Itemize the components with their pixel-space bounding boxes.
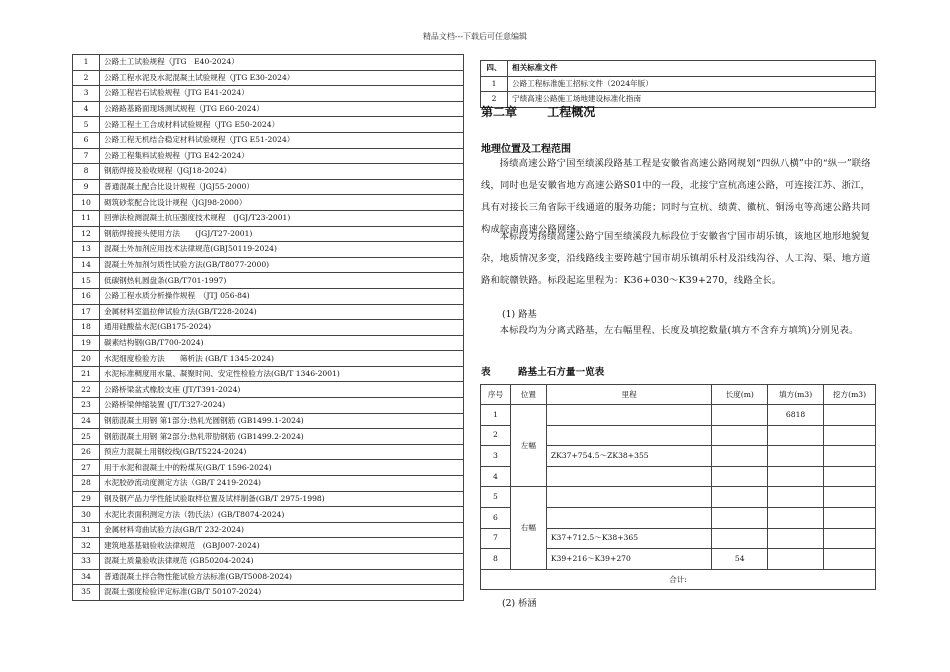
row-number: 25 [73, 429, 100, 445]
standard-name: 公路路基路面现场测试规程（JTG E60-2024） [100, 101, 464, 117]
row-number: 35 [73, 585, 100, 601]
row-number: 29 [73, 491, 100, 507]
fill-cell [768, 487, 824, 508]
table-row [73, 507, 464, 523]
standard-name: 低碳钢热轧圆盘条(GB/T701-1997) [100, 273, 464, 289]
standard-name: 用于水泥和混凝土中的粉煤灰(GB/T 1596-2024) [100, 460, 464, 476]
position-left: 左幅 [510, 405, 546, 487]
row-number: 20 [73, 351, 100, 367]
row-number: 7 [481, 528, 511, 549]
row-number: 16 [73, 288, 100, 304]
table-row [73, 476, 464, 492]
standard-name: 公路土工试验规程（JTG E40-2024） [100, 55, 464, 71]
row-number: 19 [73, 335, 100, 351]
row-number: 32 [73, 538, 100, 554]
section-heading: 相关标准文件 [508, 61, 876, 77]
standards-table [72, 54, 464, 601]
row-number: 26 [73, 444, 100, 460]
row-number: 22 [73, 382, 100, 398]
header-cell: 长度(m) [712, 385, 768, 405]
table-row [73, 179, 464, 195]
standard-name: 钢及钢产品力学性能试验取样位置及试样制备(GB/T 2975-1998) [100, 491, 464, 507]
standard-name: 建筑地基基础验收法律规范 (GBJ007-2024) [100, 538, 464, 554]
standard-name: 混凝土强度检验评定标准(GB/T 50107-2024) [100, 585, 464, 601]
row-number: 3 [481, 446, 511, 467]
standard-name: 钢筋焊接接头使用方法 (JGJ/T27-2001) [100, 226, 464, 242]
row-number: 10 [73, 195, 100, 211]
row-number: 12 [73, 226, 100, 242]
standard-name: 水泥标准稠度用水量、凝聚时间、安定性检验方法(GB/T 1346-2001) [100, 366, 464, 382]
standard-name: 普通混凝土配合比设计规程（JGJ55-2000） [100, 179, 464, 195]
table-row [73, 398, 464, 414]
table-row [481, 405, 876, 426]
standard-name: 水泥胶砂流动度测定方法（GB/T 2419-2024) [100, 476, 464, 492]
subgrade-heading: (1) 路基 [502, 309, 537, 320]
header-cell: 填方(m3) [768, 385, 824, 405]
table-row [481, 487, 876, 508]
header-cell: 里程 [546, 385, 712, 405]
cut-cell [824, 425, 876, 446]
mileage-cell [546, 507, 712, 528]
standard-name: 公路工程水泥及水泥混凝土试验规程（JTG E30-2024） [100, 70, 464, 86]
header-cell: 位置 [510, 385, 546, 405]
table-row [73, 257, 464, 273]
standard-name: 水泥比表面积测定方法（勃氏法）(GB/T8074-2024) [100, 507, 464, 523]
chapter-title: 工程概况 [547, 105, 596, 119]
mileage-cell: ZK37+754.5～ZK38+355 [546, 446, 712, 467]
header-cell: 挖方(m3) [824, 385, 876, 405]
standard-name: 回弹法检测混凝土抗压强度技术规程 (JGJ/T23-2001) [100, 210, 464, 226]
table-row [73, 335, 464, 351]
table-row [73, 101, 464, 117]
paragraph-section-scope: 本标段为扬绩高速公路宁国至绩溪段九标段位于安徽省宁国市胡乐镇，该地区地形地貌复杂，地质情况多变，沿线路线主要跨越宁国市胡乐镇胡乐村及沿线沟谷、人工沟、渠、地方道路和皖赣铁路。标段起迄里程为：K36+030～K39+270，线路全长。 [481, 231, 871, 286]
standard-name: 金属材料室温拉伸试验方法(GB/T228-2024) [100, 304, 464, 320]
table-row [73, 70, 464, 86]
row-number: 23 [73, 398, 100, 414]
table-row [73, 569, 464, 585]
row-number: 24 [73, 413, 100, 429]
row-number: 17 [73, 304, 100, 320]
mileage-cell [546, 405, 712, 426]
table-row [481, 61, 876, 77]
cut-cell [824, 466, 876, 487]
table-row [73, 273, 464, 289]
fill-cell [768, 549, 824, 570]
table-row [481, 76, 876, 92]
row-number: 21 [73, 366, 100, 382]
header-note: 精品文档---下载后可任意编辑 [422, 32, 528, 41]
table-row [73, 117, 464, 133]
standard-name: 公路工程无机结合稳定材料试验规程（JTG E51-2024） [100, 132, 464, 148]
row-number: 14 [73, 257, 100, 273]
fill-cell: 6818 [768, 405, 824, 426]
mileage-cell: K37+712.5～K38+365 [546, 528, 712, 549]
cut-cell [824, 446, 876, 467]
mileage-cell [546, 466, 712, 487]
paragraph-location: 扬绩高速公路宁国至绩溪段路基工程是安徽省高速公路网规划“四纵八横”中的“纵一”联络线，同时也是安徽省地方高速公路S01中的一段，北接宁宣杭高速公路，可连接江苏、浙江，具有对接长三角省际干线通道的服务功能；同时与宣杭、绩黄、徽杭、铜汤屯等高速公路共同构成皖南高速公路网络。 [481, 158, 871, 235]
paragraph-subgrade: 本标段均为分离式路基，左右幅里程、长度及填挖数量(填方不含弃方填筑)分别见表。 [499, 325, 859, 336]
mileage-cell: K39+216～K39+270 [546, 549, 712, 570]
row-number: 2 [481, 92, 508, 108]
header-cell: 序号 [481, 385, 511, 405]
length-cell [712, 425, 768, 446]
length-cell [712, 487, 768, 508]
length-cell [712, 507, 768, 528]
table-row [73, 320, 464, 336]
row-number: 7 [73, 148, 100, 164]
standard-name: 普通混凝土拌合物性能试验方法标准(GB/T5008-2024) [100, 569, 464, 585]
length-cell [712, 528, 768, 549]
table-row [73, 164, 464, 180]
length-cell [712, 466, 768, 487]
table-total-row [481, 569, 876, 590]
fill-cell [768, 466, 824, 487]
row-number: 34 [73, 569, 100, 585]
table-row [73, 366, 464, 382]
row-number: 6 [481, 507, 511, 528]
standard-name: 通用硅酸盐水泥(GB175-2024) [100, 320, 464, 336]
related-docs-table [480, 60, 876, 108]
row-number: 33 [73, 554, 100, 570]
standard-name: 钢筋混凝土用钢 第2部分:热轧带肋钢筋 (GB1499.2-2024) [100, 429, 464, 445]
row-number: 13 [73, 242, 100, 258]
table-row [73, 491, 464, 507]
row-number: 2 [73, 70, 100, 86]
row-number: 8 [481, 549, 511, 570]
section-title: 地理位置及工程范围 [481, 144, 571, 155]
row-number: 28 [73, 476, 100, 492]
section-number: 四、 [481, 61, 508, 77]
mileage-cell [546, 425, 712, 446]
table-row [73, 538, 464, 554]
table-caption-text: 路基土石方量一览表 [517, 367, 605, 378]
cut-cell [824, 405, 876, 426]
cut-cell [824, 487, 876, 508]
standard-name: 预应力混凝土用钢绞线(GB/T5224-2024) [100, 444, 464, 460]
row-number: 31 [73, 522, 100, 538]
fill-cell [768, 446, 824, 467]
position-right: 右幅 [510, 487, 546, 569]
standard-name: 公路工程岩石试验规程（JTG E41-2024） [100, 86, 464, 102]
table-caption-label: 表 [481, 367, 491, 378]
table-row [73, 382, 464, 398]
row-number: 9 [73, 179, 100, 195]
row-number: 1 [73, 55, 100, 71]
standard-name: 水泥细度检验方法 筛析法 (GB/T 1345-2024) [100, 351, 464, 367]
table-row [73, 226, 464, 242]
standard-name: 公路桥梁盆式橡胶支座 (JT/T391-2024) [100, 382, 464, 398]
standard-name: 公路工程水质分析操作规程 （JTJ 056-84) [100, 288, 464, 304]
doc-name: 公路工程标准施工招标文件（2024年版） [508, 76, 876, 92]
table-row [73, 148, 464, 164]
row-number: 3 [73, 86, 100, 102]
table-row [73, 210, 464, 226]
table-caption [481, 364, 604, 378]
standard-name: 钢筋混凝土用钢 第1部分:热轧光圆钢筋 (GB1499.1-2024) [100, 413, 464, 429]
table-row [73, 242, 464, 258]
standard-name: 混凝土质量验收法律规范 (GB50204-2024) [100, 554, 464, 570]
chapter-number: 第二章 [481, 105, 518, 119]
total-label: 合计: [481, 569, 876, 590]
row-number: 4 [73, 101, 100, 117]
doc-name: 宁绩高速公路施工场地建设标准化指南 [508, 92, 876, 108]
bridge-heading: (2) 桥涵 [502, 598, 537, 609]
row-number: 4 [481, 466, 511, 487]
standard-name: 公路桥梁伸缩装置 (JT/T327-2024) [100, 398, 464, 414]
table-header-row [481, 385, 876, 405]
row-number: 11 [73, 210, 100, 226]
table-row [73, 55, 464, 71]
table-row [73, 288, 464, 304]
fill-cell [768, 425, 824, 446]
standard-name: 碳素结构钢(GB/T700-2024) [100, 335, 464, 351]
row-number: 1 [481, 76, 508, 92]
fill-cell [768, 528, 824, 549]
table-row [73, 554, 464, 570]
row-number: 30 [73, 507, 100, 523]
row-number: 5 [481, 487, 511, 508]
row-number: 8 [73, 164, 100, 180]
length-cell: 54 [712, 549, 768, 570]
standard-name: 混凝土外加剂应用技术法律规范(GBJ50119-2024) [100, 242, 464, 258]
row-number: 5 [73, 117, 100, 133]
row-number: 2 [481, 425, 511, 446]
cut-cell [824, 507, 876, 528]
table-row [73, 429, 464, 445]
table-row [73, 132, 464, 148]
table-row [73, 195, 464, 211]
standard-name: 公路工程土工合成材料试验规程（JTG E50-2024） [100, 117, 464, 133]
table-row [73, 522, 464, 538]
table-row [73, 304, 464, 320]
standard-name: 公路工程集料试验规程（JTG E42-2024） [100, 148, 464, 164]
table-row [73, 86, 464, 102]
table-row [73, 413, 464, 429]
standard-name: 砌筑砂浆配合比设计规程（JGJ98-2000） [100, 195, 464, 211]
mileage-cell [546, 487, 712, 508]
table-row [73, 460, 464, 476]
row-number: 18 [73, 320, 100, 336]
table-row [73, 351, 464, 367]
table-row [73, 444, 464, 460]
earthwork-table [480, 384, 876, 590]
row-number: 6 [73, 132, 100, 148]
table-row [73, 585, 464, 601]
chapter-heading [481, 103, 595, 120]
row-number: 15 [73, 273, 100, 289]
standard-name: 钢筋焊接及验收规程（JGJ18-2024） [100, 164, 464, 180]
cut-cell [824, 549, 876, 570]
fill-cell [768, 507, 824, 528]
length-cell [712, 446, 768, 467]
length-cell [712, 405, 768, 426]
row-number: 1 [481, 405, 511, 426]
cut-cell [824, 528, 876, 549]
row-number: 27 [73, 460, 100, 476]
standard-name: 混凝土外加剂匀质性试验方法(GB/T8077-2000) [100, 257, 464, 273]
standard-name: 金属材料弯曲试验方法(GB/T 232-2024) [100, 522, 464, 538]
